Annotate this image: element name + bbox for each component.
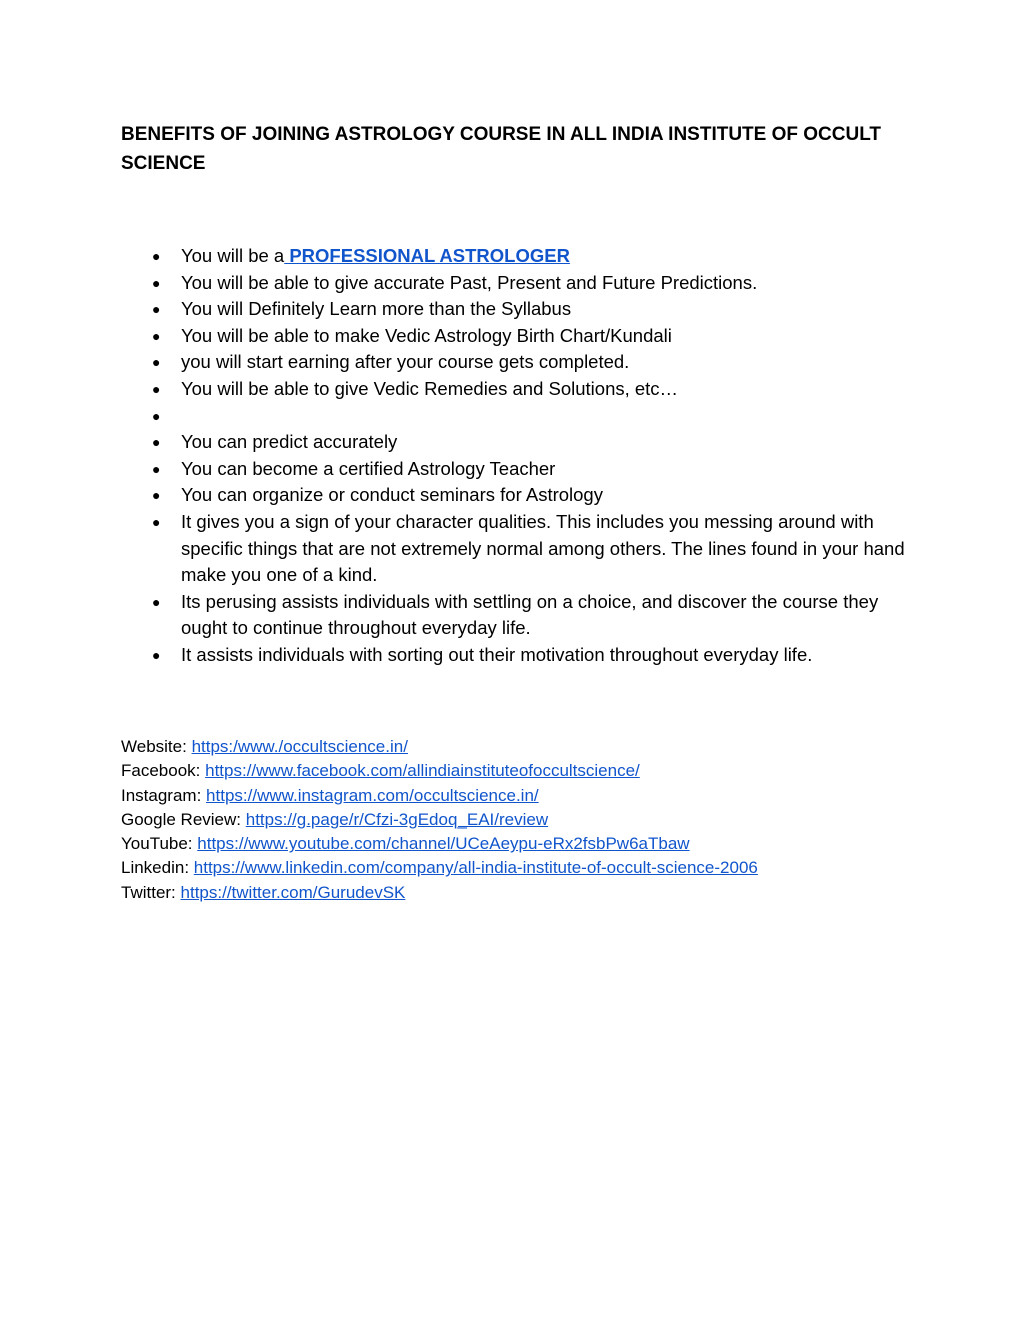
list-item [148,296,908,323]
link-row [121,735,981,759]
link-label: Facebook: [121,761,206,781]
link-url[interactable]: https://www.linkedin.com/company/all-india-institute-of-occult-science-2006 [193,858,758,878]
link-label: Website: [121,737,192,756]
link-label: Google Review: [121,809,246,829]
benefits-list [148,243,908,669]
bullet-icon: ● [152,487,161,504]
bullet-icon: ● [152,593,161,610]
contact-links [121,735,981,905]
page-title: BENEFITS OF JOINING ASTROLOGY COURSE IN ALL INDIA INSTITUTE OF OCCULT SCIENCE [121,124,882,174]
link-row [121,808,981,832]
list-item-text: You can organize or conduct seminars for Astrology [181,484,603,506]
list-item-text: You will be able to make Vedic Astrology Birth Chart/Kundali [181,324,672,346]
list-item-text [181,403,908,430]
bullet-icon: ● [152,327,161,344]
link-url[interactable]: https://www.facebook.com/allindiainstituteofoccultscience/ [205,761,640,781]
link-label: Instagram: [121,785,207,805]
link-row [121,832,981,856]
link-label: Twitter: [121,882,181,902]
list-item-text: It assists individuals with sorting out their motivation throughout everyday life. [181,643,813,665]
list-item [148,589,908,642]
bullet-icon: ● [152,274,161,291]
list-item-text: You will be able to give accurate Past, Present and Future Predictions. [181,271,758,293]
link-row [121,881,981,905]
link-label: YouTube: [121,834,198,854]
link-url[interactable]: https://g.page/r/Cfzi-3gEdoq_EAI/review [245,809,549,829]
link-url[interactable]: https:/www./occultscience.in/ [191,737,408,756]
list-item-text: You will be a [181,245,285,266]
bullet-icon: ● [152,301,161,318]
list-item-text: It gives you a sign of your character qualities. This includes you messing around with specific things that are not extremely normal among others. The lines found in your hand make you one of a kind. [181,510,905,586]
list-item [148,642,908,669]
list-item-text: Its perusing assists individuals with settling on a choice, and discover the course they ought to continue throughout everyday life. [181,590,879,639]
list-item [148,509,908,589]
professional-astrologer-link[interactable]: PROFESSIONAL ASTROLOGER [284,245,570,266]
list-item [148,323,908,350]
list-item [148,456,908,483]
bullet-icon: ● [152,646,161,663]
link-row [121,856,981,880]
link-url[interactable]: https://twitter.com/GurudevSK [180,882,406,902]
bullet-icon: ● [152,407,161,424]
list-item [148,376,908,403]
list-item [148,243,908,270]
link-url[interactable]: https://www.instagram.com/occultscience.in/ [206,785,539,805]
list-item [148,270,908,297]
link-row [121,759,981,783]
list-item [148,482,908,509]
list-item-text: You will be able to give Vedic Remedies and Solutions, etc… [181,377,679,399]
list-item [148,349,908,376]
list-item [148,429,908,456]
bullet-icon: ● [152,354,161,371]
bullet-icon: ● [152,434,161,451]
link-url[interactable]: https://www.youtube.com/channel/UCeAeypu-eRx2fsbPw6aTbaw [197,834,690,854]
link-row [121,784,981,808]
bullet-icon: ● [152,460,161,477]
list-item-text: You can predict accurately [181,431,398,453]
list-item-text: You will Definitely Learn more than the Syllabus [181,298,572,320]
bullet-icon: ● [152,248,161,264]
list-item-text: You can become a certified Astrology Teacher [181,457,556,479]
list-item-text: you will start earning after your course gets completed. [181,351,630,373]
list-item [148,403,908,430]
bullet-icon: ● [152,380,161,397]
bullet-icon: ● [152,513,161,530]
link-label: Linkedin: [121,858,194,878]
